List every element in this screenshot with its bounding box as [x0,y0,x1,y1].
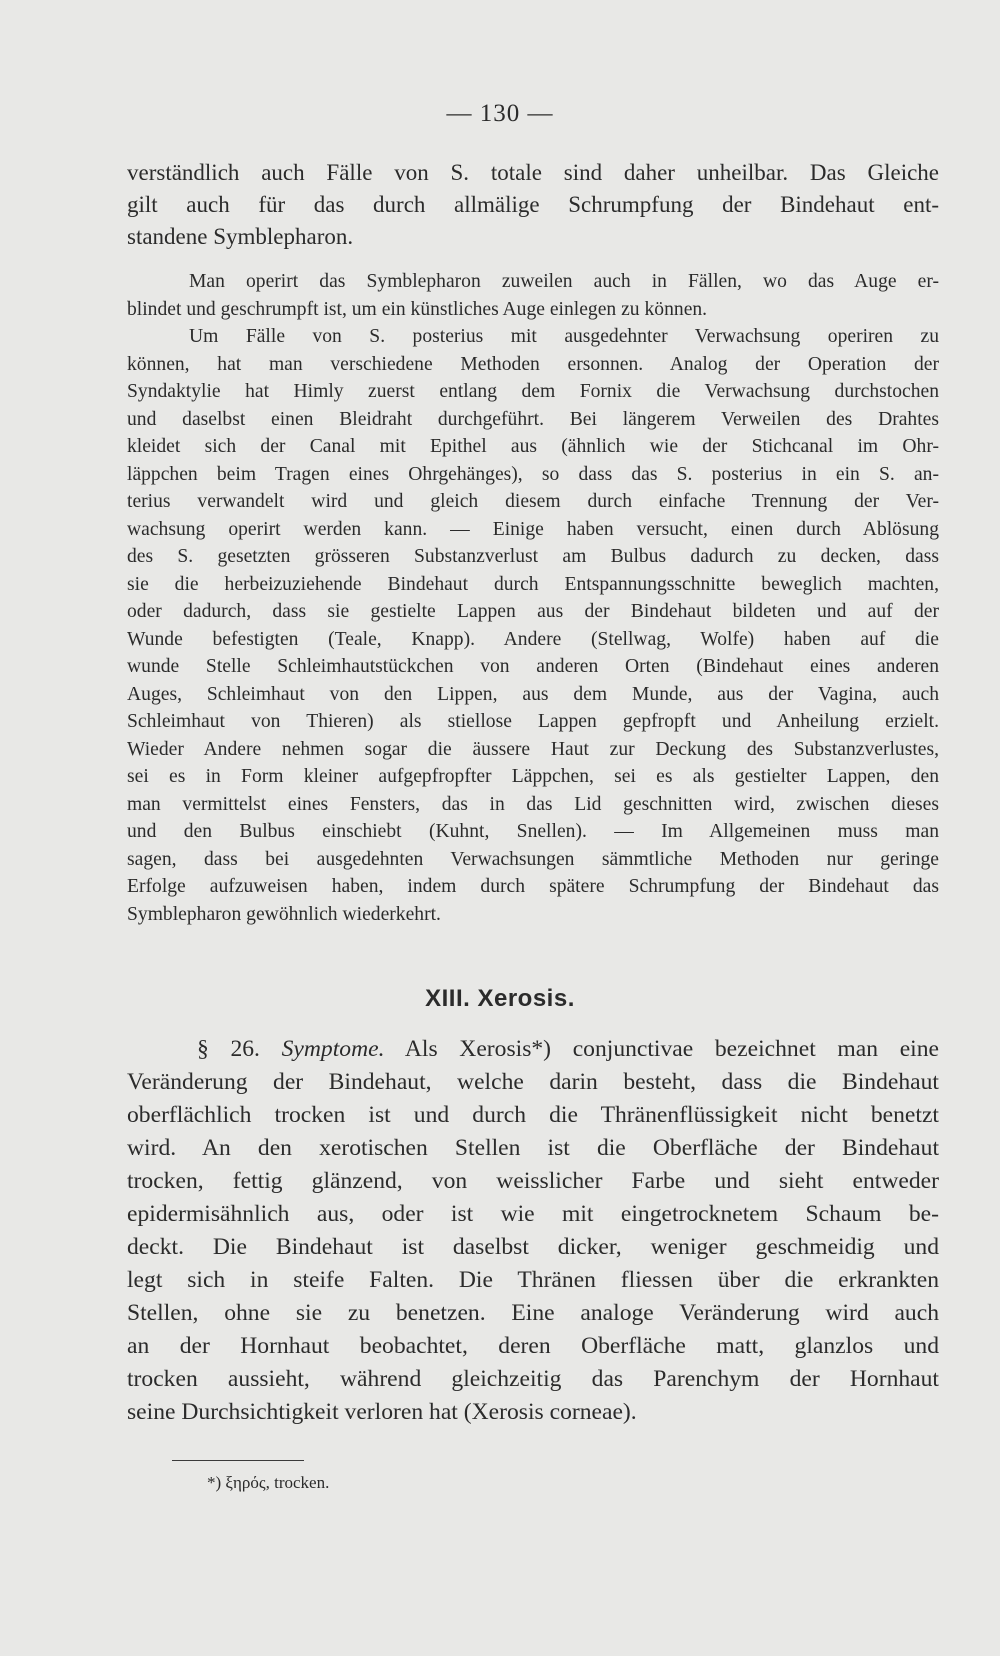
text-line: trocken, fettig glänzend, von weisslicher Farbe und sieht entweder [127,1168,939,1194]
text-line: und den Bulbus einschiebt (Kuhnt, Snellen). — Im Allgemeinen muss man [127,821,939,842]
text-line-first [127,1033,939,1066]
text-line: können, hat man verschiedene Methoden ersonnen. Analog der Operation der [127,353,939,375]
operation-paragraph [127,268,939,928]
footnote: *) ξηρός, trocken. [207,1473,330,1492]
page-number: — 130 — [446,100,554,127]
italic-term: Symptome. [281,1036,385,1062]
text-line: Symblepharon gewöhnlich wiederkehrt. [127,903,441,925]
text-line: terius verwandelt wird und gleich diesem durch einfache Trennung der Ver- [127,491,939,512]
text-line: man vermittelst eines Fensters, das in das Lid geschnitten wird, zwischen dieses [127,793,939,815]
text-line: sagen, dass bei ausgedehnten Verwachsungen sämmtliche Methoden nur geringe [127,848,939,870]
first-line-text: Als Xerosis*) conjunctivae bezeichnet man eine [404,1036,939,1062]
text-line: Man operirt das Symblepharon zuweilen auch in Fällen, wo das Auge er- [189,271,939,292]
text-line: wachsung operirt werden kann. — Einige haben versucht, einen durch Ablösung [127,518,939,540]
text-line: wunde Stelle Schleimhautstückchen von anderen Orten (Bindehaut eines anderen [127,656,939,677]
text-line: deckt. Die Bindehaut ist daselbst dicker, weniger geschmeidig und [127,1234,939,1260]
text-line: trocken aussieht, während gleichzeitig das Parenchym der Hornhaut [127,1366,939,1392]
text-line: gilt auch für das durch allmälige Schrumpfung der Bindehaut ent- [127,192,939,217]
text-line: wird. An den xerotischen Stellen ist die Oberfläche der Bindehaut [127,1135,939,1161]
text-line: Um Fälle von S. posterius mit ausgedehnter Verwachsung operiren zu [189,326,939,347]
text-line: Syndaktylie hat Himly zuerst entlang dem Fornix die Verwachsung durchstochen [127,381,939,402]
text-line: oder dadurch, dass sie gestielte Lappen aus der Bindehaut bildeten und auf der [127,601,939,622]
text-line: Schleimhaut von Thieren) als stiellose Lappen gepfropft und Anheilung erzielt. [127,711,939,732]
text-line: epidermisähnlich aus, oder ist wie mit eingetrocknetem Schaum be- [127,1201,939,1227]
xerosis-paragraph [127,1033,939,1429]
text-line: Auges, Schleimhaut von den Lippen, aus dem Munde, aus der Vagina, auch [127,683,939,705]
text-line: und daselbst einen Bleidraht durchgeführt. Bei längerem Verweilen des Drahtes [127,408,939,430]
text-line: oberflächlich trocken ist und durch die Thränenflüssigkeit nicht benetzt [127,1102,939,1128]
text-line: legt sich in steife Falten. Die Thränen fliessen über die erkrankten [127,1267,939,1293]
intro-paragraph [127,157,939,253]
text-line: seine Durchsichtigkeit verloren hat (Xerosis corneae). [127,1399,637,1425]
text-line: Wieder Andere nehmen sogar die äussere Haut zur Deckung des Substanzverlustes, [127,738,939,760]
text-line: Wunde befestigten (Teale, Knapp). Andere (Stellwag, Wolfe) haben auf die [127,628,939,650]
text-line: sei es in Form kleiner aufgepfropfter Läppchen, sei es als gestielter Lappen, den [127,766,939,787]
text-line: läppchen beim Tragen eines Ohrgehänges), so dass das S. posterius in ein S. an- [127,463,939,485]
text-line: sie die herbeizuziehende Bindehaut durch Entspannungsschnitte beweglich machten, [127,573,939,595]
text-line: Erfolge aufzuweisen haben, indem durch spätere Schrumpfung der Bindehaut das [127,876,939,897]
text-line: Stellen, ohne sie zu benetzen. Eine analoge Veränderung wird auch [127,1300,939,1326]
text-line: kleidet sich der Canal mit Epithel aus (ähnlich wie der Stichcanal im Ohr- [127,436,939,457]
footnote-divider [172,1460,304,1461]
paragraph-mark: § 26. [197,1036,260,1062]
text-line: an der Hornhaut beobachtet, deren Oberfläche matt, glanzlos und [127,1333,939,1359]
text-line: verständlich auch Fälle von S. totale sind daher unheilbar. Das Gleiche [127,160,939,185]
text-line: des S. gesetzten grösseren Substanzverlust am Bulbus dadurch zu decken, dass [127,546,939,567]
section-heading: XIII. Xerosis. [425,985,575,1012]
text-line: Veränderung der Bindehaut, welche darin besteht, dass die Bindehaut [127,1069,939,1095]
text-line: standene Symblepharon. [127,224,354,249]
text-line: blindet und geschrumpft ist, um ein künstliches Auge einlegen zu können. [127,298,708,320]
